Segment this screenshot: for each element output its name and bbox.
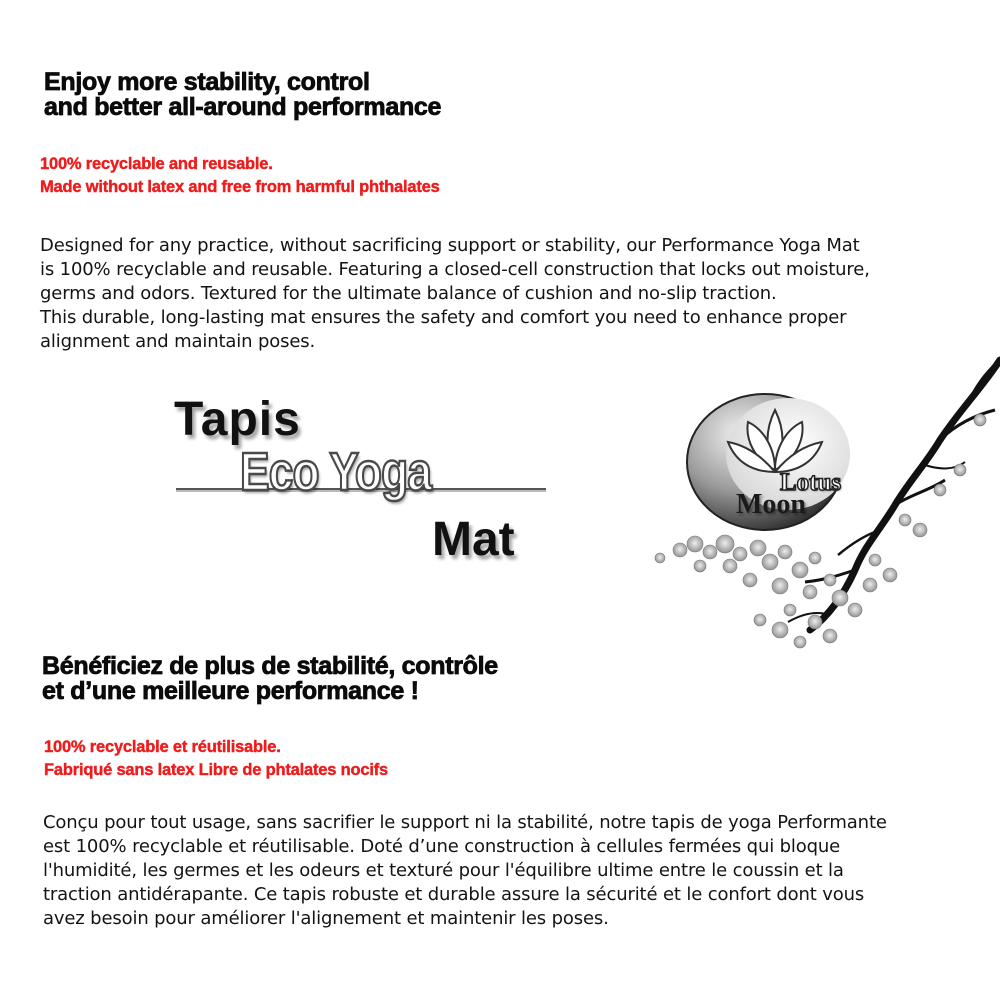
wordmark-mat: Mat — [432, 513, 515, 566]
english-description-line-5: alignment and maintain poses. — [40, 331, 316, 352]
french-headline — [42, 654, 498, 704]
english-description-line-3: germs and odors. Textured for the ultimate balance of cushion and no-slip traction. — [40, 283, 777, 304]
english-description-line-4: This durable, long-lasting mat ensures the safety and comfort you need to enhance proper — [40, 307, 847, 328]
english-tagline — [40, 153, 440, 199]
brand-name-moon: Moon — [736, 489, 806, 520]
french-headline-line-1: Bénéficiez de plus de stabilité, contrôle — [42, 652, 498, 680]
english-headline-line-1: Enjoy more stability, control — [44, 68, 370, 96]
french-description-line-5: avez besoin pour améliorer l'alignement et maintenir les poses. — [43, 908, 609, 929]
english-headline — [44, 70, 441, 120]
wordmark-eco-yoga: Eco Yoga — [240, 442, 432, 502]
english-tagline-line-2: Made without latex and free from harmful phthalates — [40, 178, 440, 196]
wordmark-tapis: Tapis — [174, 393, 301, 446]
french-tagline — [44, 736, 388, 782]
french-description-line-1: Conçu pour tout usage, sans sacrifier le support ni la stabilité, notre tapis de yoga Performante — [43, 812, 887, 833]
french-tagline-line-2: Fabriqué sans latex Libre de phtalates nocifs — [44, 761, 389, 779]
french-description-line-4: traction antidérapante. Ce tapis robuste et durable assure la sécurité et le confort dont vous — [43, 884, 865, 905]
french-tagline-line-1: 100% recyclable et réutilisable. — [44, 738, 281, 756]
english-description-line-2: is 100% recyclable and reusable. Featuring a closed-cell construction that locks out moisture, — [40, 259, 870, 280]
french-description — [43, 811, 887, 931]
brand-name-lotus: Lotus — [780, 469, 842, 496]
lotus-moon-emblem-icon — [680, 370, 870, 560]
french-description-line-2: est 100% recyclable et réutilisable. Doté d’une construction à cellules fermées qui bloque — [43, 836, 841, 857]
english-description-line-1: Designed for any practice, without sacrificing support or stability, our Performance Yoga Mat — [40, 235, 860, 256]
brand-art — [640, 330, 1000, 660]
french-headline-line-2: et d’une meilleure performance ! — [42, 677, 419, 705]
product-wordmark — [170, 392, 560, 572]
french-description-line-3: l'humidité, les germes et les odeurs et texturé pour l'équilibre ultime entre le coussin et la — [43, 860, 844, 881]
english-headline-line-2: and better all-around performance — [44, 93, 442, 121]
english-tagline-line-1: 100% recyclable and reusable. — [40, 155, 273, 173]
